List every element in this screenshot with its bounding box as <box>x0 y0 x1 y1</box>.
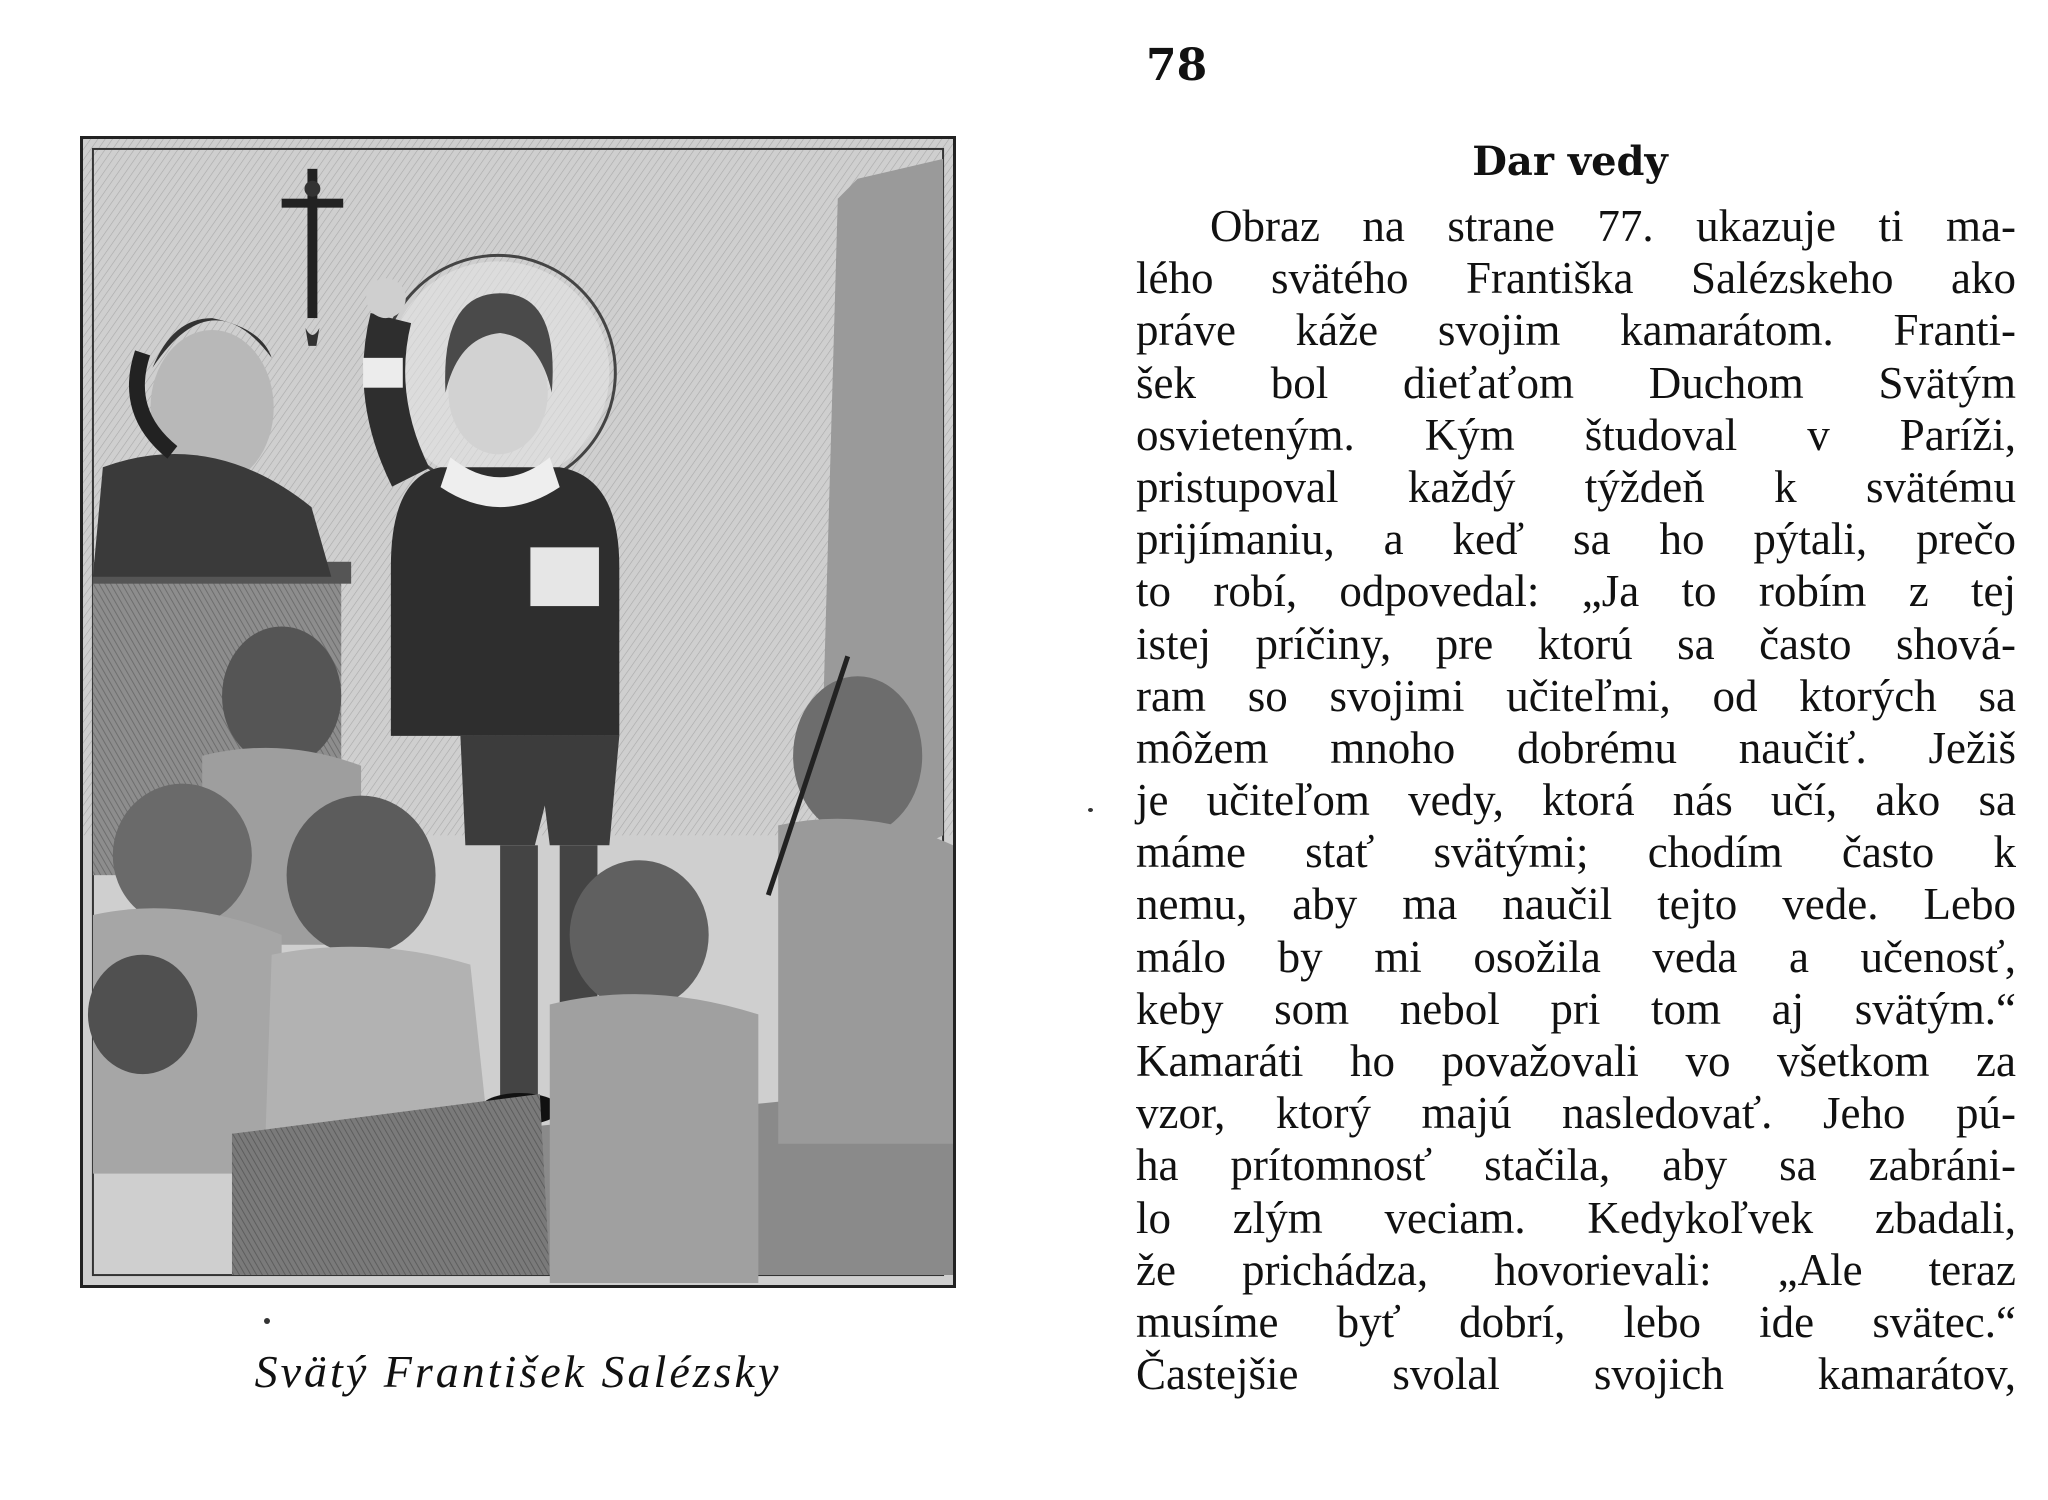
text-line: istej príčiny, pre ktorú sa často shová- <box>1136 618 2016 669</box>
body-text <box>1136 200 2016 1400</box>
text-line: to robí, odpovedal: „Ja to robím z tej <box>1136 566 2016 617</box>
page-number: 78 <box>1146 40 1208 91</box>
text-line: Obraz na strane 77. ukazuje ti ma- <box>1210 201 2016 251</box>
classroom-scene-picture <box>83 139 953 1285</box>
text-line: je učiteľom vedy, ktorá nás učí, ako sa <box>1136 775 2016 826</box>
text-line: máme stať svätými; chodím často k <box>1136 827 2016 878</box>
section-heading: Dar vedy <box>1472 138 1668 185</box>
text-line: práve káže svojim kamarátom. Franti- <box>1136 305 2016 356</box>
text-line: musíme byť dobrí, lebo ide svätec.“ <box>1136 1296 2016 1347</box>
text-line: nemu, aby ma naučil tejto vede. Lebo <box>1136 879 2016 930</box>
print-speck <box>264 1318 270 1324</box>
text-line: šek bol dieťaťom Duchom Svätým <box>1136 357 2016 408</box>
text-line: že prichádza, hovorievali: „Ale teraz <box>1136 1244 2016 1295</box>
text-line: môžem mnoho dobrému naučiť. Ježiš <box>1136 722 2016 773</box>
text-line: Častejšie svolal svojich kamarátov, <box>1136 1349 2016 1400</box>
text-line: ram so svojimi učiteľmi, od ktorých sa <box>1136 670 2016 721</box>
text-line: Kamaráti ho považovali vo všetkom za <box>1136 1036 2016 1086</box>
right-page <box>1120 0 2040 1500</box>
text-line: vzor, ktorý majú nasledovať. Jeho pú- <box>1136 1088 2016 1139</box>
print-speck <box>1088 808 1093 812</box>
text-line: keby som nebol pri tom aj svätým.“ <box>1136 983 2016 1034</box>
text-line: pristupoval každý týždeň k svätému <box>1136 461 2016 512</box>
text-line: lo zlým veciam. Kedykoľvek zbadali, <box>1136 1192 2016 1243</box>
text-line: osvieteným. Kým študoval v Paríži, <box>1136 409 2016 460</box>
text-line: prijímaniu, a keď sa ho pýtali, prečo <box>1136 514 2016 565</box>
engraving-illustration <box>80 136 956 1288</box>
text-line: málo by mi osožila veda a učenosť, <box>1136 931 2016 982</box>
text-line: ha prítomnosť stačila, aby sa zabráni- <box>1136 1140 2016 1191</box>
text-line: lého svätého Františka Salézskeho ako <box>1136 253 2016 304</box>
illustration-caption: Svätý František Salézsky <box>254 1346 782 1397</box>
